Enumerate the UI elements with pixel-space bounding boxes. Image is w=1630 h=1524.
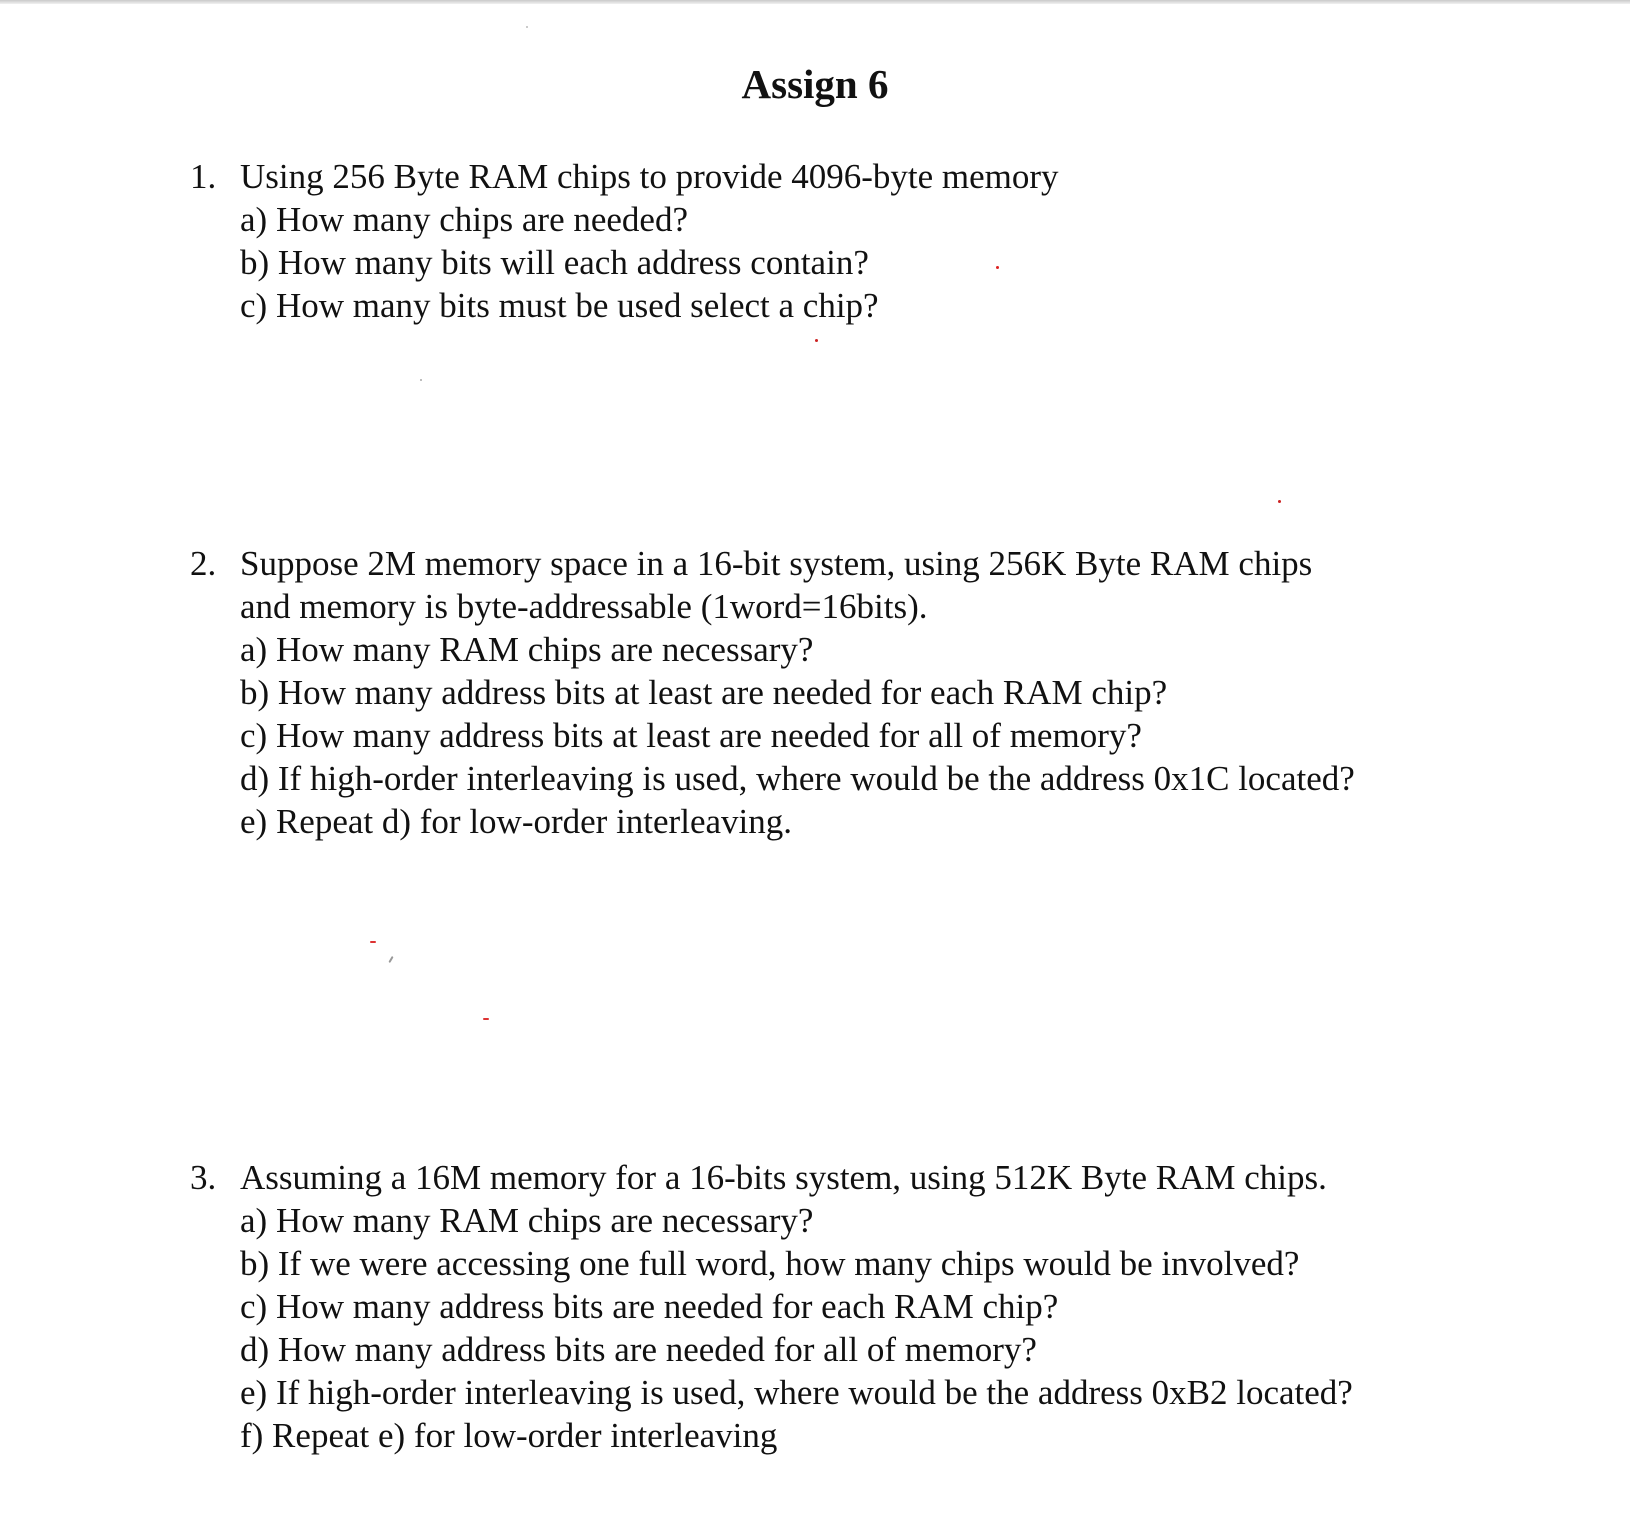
ink-speck: [526, 26, 528, 28]
question-text-continued: and memory is byte-addressable (1word=16bits).: [240, 587, 928, 626]
question-2-line: [190, 542, 1590, 585]
ink-speck: [420, 379, 422, 381]
question-3-part-c: c) How many address bits are needed for each RAM chip?: [240, 1287, 1059, 1326]
ink-speck: [483, 1018, 489, 1020]
question-3-part-d: d) How many address bits are needed for all of memory?: [240, 1330, 1037, 1369]
question-text: Using 256 Byte RAM chips to provide 4096-byte memory: [240, 157, 1059, 196]
question-text: Suppose 2M memory space in a 16-bit system, using 256K Byte RAM chips: [240, 544, 1313, 583]
ink-speck: [370, 941, 376, 943]
question-1-part-b: b) How many bits will each address contain?: [240, 243, 869, 282]
question-number: 1.: [190, 157, 217, 196]
question-3-part-b: b) If we were accessing one full word, how many chips would be involved?: [240, 1244, 1300, 1283]
question-3-line: [190, 1156, 1590, 1199]
question-2-line-continued: [190, 585, 1590, 628]
question-3-part-e: e) If high-order interleaving is used, where would be the address 0xB2 located?: [240, 1373, 1353, 1412]
question-2-part-b: b) How many address bits at least are needed for each RAM chip?: [240, 673, 1168, 712]
question-1-part-a: a) How many chips are needed?: [240, 200, 688, 239]
question-2-part-e: e) Repeat d) for low-order interleaving.: [240, 802, 792, 841]
question-3-part-a: a) How many RAM chips are necessary?: [240, 1201, 814, 1240]
question-2-part-a: a) How many RAM chips are necessary?: [240, 630, 814, 669]
question-text: Assuming a 16M memory for a 16-bits system, using 512K Byte RAM chips.: [240, 1158, 1327, 1197]
question-2-part-c: c) How many address bits at least are needed for all of memory?: [240, 716, 1142, 755]
question-2: [190, 542, 1590, 843]
question-1: [190, 155, 1590, 327]
ink-speck: [815, 339, 818, 342]
page-title: Assign 6: [741, 61, 889, 107]
question-number: 3.: [190, 1158, 217, 1197]
ink-speck: [996, 266, 999, 269]
question-3-part-f: f) Repeat e) for low-order interleaving: [240, 1416, 778, 1455]
ink-speck: [388, 956, 393, 963]
question-number: 2.: [190, 544, 217, 583]
question-3: [190, 1156, 1590, 1457]
question-1-line: [190, 155, 1590, 198]
question-2-part-d: d) If high-order interleaving is used, where would be the address 0x1C located?: [240, 759, 1355, 798]
question-1-part-c: c) How many bits must be used select a chip?: [240, 286, 879, 325]
ink-speck: [1278, 500, 1281, 503]
